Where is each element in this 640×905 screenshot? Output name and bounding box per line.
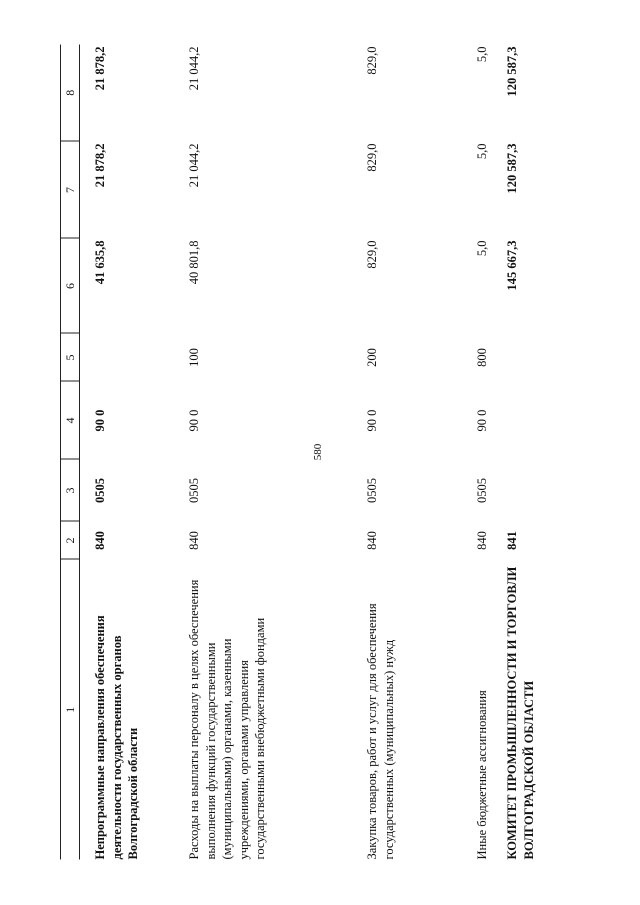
row-col-3	[502, 460, 584, 522]
row-col-5	[502, 334, 584, 382]
row-col-6: 145 667,3	[505, 240, 519, 291]
row-name: Иные бюджетные ассигнования	[475, 690, 489, 860]
row-col-2: 840	[187, 531, 201, 550]
row-col-7: 120 587,3	[505, 143, 519, 194]
row-col-8: 120 587,3	[505, 46, 519, 97]
table-header-row	[61, 45, 80, 860]
row-col-5: 800	[475, 348, 489, 367]
row-col-4: 90 0	[365, 409, 379, 432]
row-col-6: 40 801,8	[187, 240, 201, 285]
table-row	[362, 45, 472, 860]
row-name: КОМИТЕТ ПРОМЫШЛЕННОСТИ И ТОРГОВЛИ ВОЛГОГРАДСКОЙ ОБЛАСТИ	[505, 566, 536, 860]
row-col-3: 0505	[93, 478, 107, 503]
row-col-7: 21 878,2	[93, 143, 107, 188]
header-col-8: 8	[61, 45, 80, 142]
header-col-3: 3	[61, 460, 80, 522]
row-col-8: 5,0	[475, 46, 489, 63]
row-col-6: 829,0	[365, 240, 379, 269]
header-col-5: 5	[61, 334, 80, 382]
row-name: Расходы на выплаты персоналу в целях обеспечения выполнения функций государственными (муниципальными) органами, казенными учреждениями, органами управления государственными внебюджетными фондами	[187, 579, 267, 860]
budget-table-sheet	[60, 45, 580, 860]
row-col-7: 21 044,2	[187, 143, 201, 188]
row-col-3: 0505	[187, 478, 201, 503]
row-col-8: 21 044,2	[187, 46, 201, 91]
header-col-7: 7	[61, 142, 80, 239]
header-col-6: 6	[61, 239, 80, 334]
table-row	[472, 45, 502, 860]
row-col-5: 200	[365, 348, 379, 367]
header-col-4: 4	[61, 382, 80, 460]
row-col-3: 0505	[475, 478, 489, 503]
header-col-1: 1	[62, 706, 77, 713]
row-col-2: 841	[505, 531, 519, 550]
row-col-6: 5,0	[475, 240, 489, 257]
row-col-4: 90 0	[475, 409, 489, 432]
row-col-4	[502, 382, 584, 460]
table-row	[80, 45, 185, 860]
row-col-7: 5,0	[475, 143, 489, 160]
row-col-8: 21 878,2	[93, 46, 107, 91]
row-col-2: 840	[365, 531, 379, 550]
table-row	[502, 45, 584, 860]
page-number: 580	[312, 443, 324, 461]
table-row	[184, 45, 362, 860]
row-col-7: 829,0	[365, 143, 379, 172]
row-col-4: 90 0	[93, 409, 107, 432]
header-col-2: 2	[61, 522, 80, 560]
row-name: Непрограммные направления обеспечения деятельности государственных органов Волгоградской области	[93, 615, 140, 860]
row-name: Закупка товаров, работ и услуг для обеспечения государственных (муниципальных) нужд	[365, 603, 396, 860]
row-col-2: 840	[93, 531, 107, 550]
budget-table	[60, 45, 584, 860]
row-col-5	[80, 334, 185, 382]
row-col-4: 90 0	[187, 409, 201, 432]
row-col-8: 829,0	[365, 46, 379, 75]
row-col-5: 100	[187, 348, 201, 367]
row-col-3: 0505	[365, 478, 379, 503]
row-col-2: 840	[475, 531, 489, 550]
row-col-6: 41 635,8	[93, 240, 107, 285]
